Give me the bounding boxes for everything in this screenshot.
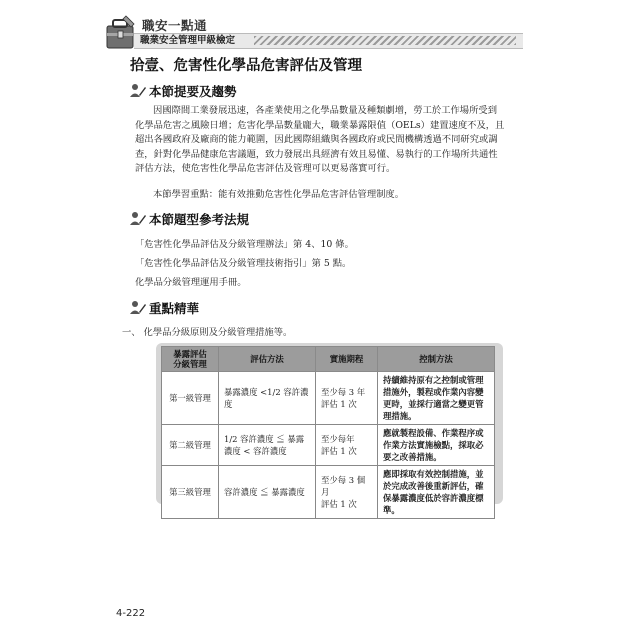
assessment-method: 容許濃度 ≦ 暴露濃度	[219, 466, 316, 519]
law-item: 「危害性化學品評估及分級管理辦法」第 4、10 條。	[135, 239, 354, 250]
section-heading-text: 本節題型參考法規	[149, 212, 250, 227]
pencil-person-icon	[130, 300, 146, 316]
control-method: 應就製程設備、作業程序或作業方法實施檢點，採取必要之改善措施。	[378, 425, 495, 466]
implementation-period: 至少每年 評估 1 次	[316, 425, 378, 466]
section-heading-essence	[130, 299, 199, 317]
assessment-method: 暴露濃度 <1/2 容許濃度	[219, 372, 316, 425]
section-heading-summary	[130, 82, 237, 100]
table-row	[162, 372, 495, 425]
toolbox-logo-icon	[104, 14, 138, 52]
control-method: 應即採取有效控制措施，並於完成改善後重新評估，確保暴露濃度低於容許濃度標準。	[378, 466, 495, 519]
page-header	[104, 14, 524, 54]
section-heading-text: 本節提要及趨勢	[149, 84, 237, 99]
law-item: 「危害性化學品評估及分級管理技術指引」第 5 點。	[135, 258, 352, 269]
learning-focus: 本節學習重點：能有效推動危害性化學品危害評估管理制度。	[153, 189, 405, 200]
assessment-method: 1/2 容許濃度 ≦ 暴露濃度 < 容許濃度	[219, 425, 316, 466]
table-row	[162, 425, 495, 466]
table-row	[162, 466, 495, 519]
section-heading-text: 重點精華	[149, 301, 200, 316]
chapter-title: 拾壹、危害性化學品危害評估及管理	[130, 58, 362, 74]
law-item: 化學品分級管理運用手冊。	[135, 277, 247, 288]
management-level: 第一級管理	[162, 372, 219, 425]
control-method: 持續維持原有之控制或管理措施外，製程或作業內容變更時，並採行適當之變更管理措施。	[378, 372, 495, 425]
essence-item: 一、 化學品分級原則及分級管理措施等。	[122, 327, 293, 338]
brand-title: 職安一點通	[142, 18, 208, 33]
summary-paragraph: 因國際間工業發展迅速，各產業使用之化學品數量及種類劇增，勞工於工作場所受到化學品危害之風險日增；危害化學品數量龐大，職業暴露限值（OELs）建置速度不及，且超出各國政府及廠商的能力範圍，因此國際組織與各國政府或民間機構透過不同研究或調查，針對化學品健康危害議題，致力發展出具經濟有效且易懂、易執行的工作場所共通性評估方法，使危害性化學品危害評估及管理可以更易落實可行。	[135, 105, 505, 174]
management-level: 第二級管理	[162, 425, 219, 466]
column-header: 評估方法	[219, 347, 316, 372]
pencil-person-icon	[130, 83, 146, 99]
management-level: 第三級管理	[162, 466, 219, 519]
decorative-stripes	[254, 36, 516, 45]
section-heading-laws	[130, 210, 249, 228]
page-number: 4-222	[116, 608, 146, 619]
table-header-row	[162, 347, 495, 372]
implementation-period: 至少每 3 年 評估 1 次	[316, 372, 378, 425]
pencil-person-icon	[130, 211, 146, 227]
subtitle-bar	[134, 33, 523, 49]
column-header: 實施期程	[316, 347, 378, 372]
column-header: 控制方法	[378, 347, 495, 372]
implementation-period: 至少每 3 個月 評估 1 次	[316, 466, 378, 519]
classification-table	[161, 346, 495, 519]
book-subtitle: 職業安全管理甲級檢定	[140, 35, 236, 46]
classification-table-frame	[156, 343, 503, 515]
column-header: 暴露評估 分級管理	[162, 347, 219, 372]
